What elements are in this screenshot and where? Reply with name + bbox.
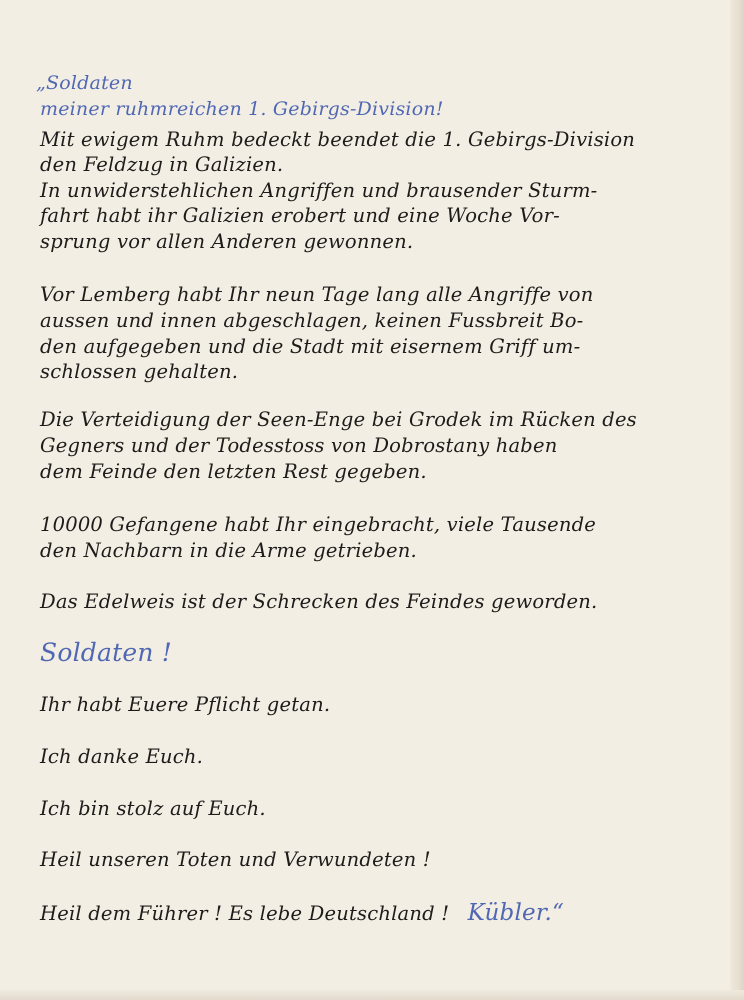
para3-line-2: Gegners und der Todesstoss von Dobrostany haben [40, 434, 558, 457]
final-line [40, 900, 564, 926]
para2-line-4: schlossen gehalten. [40, 360, 239, 383]
closing-line-1: Ihr habt Euere Pflicht getan. [40, 693, 331, 716]
para1-line-3: In unwiderstehlichen Angriffen und brausender Sturm- [40, 179, 598, 202]
page-edge-right [730, 0, 744, 1000]
para1-line-5: sprung vor allen Anderen gewonnen. [40, 230, 414, 253]
closing-line-3: Ich bin stolz auf Euch. [40, 797, 266, 820]
para4-line-2: den Nachbarn in die Arme getrieben. [40, 539, 417, 562]
closing-line-2: Ich danke Euch. [40, 745, 204, 768]
signature: Kübler.“ [467, 900, 564, 926]
title-line-2: meiner ruhmreichen 1. Gebirgs-Division! [40, 98, 444, 120]
para2-line-3: den aufgegeben und die Stadt mit eisernem Griff um- [40, 335, 581, 358]
final-text: Heil dem Führer ! Es lebe Deutschland ! [40, 902, 450, 925]
para3-line-1: Die Verteidigung der Seen-Enge bei Grodek im Rücken des [40, 408, 637, 431]
para3-line-3: dem Feinde den letzten Rest gegeben. [40, 460, 427, 483]
para2-line-2: aussen und innen abgeschlagen, keinen Fussbreit Bo- [40, 309, 584, 332]
para2-line-1: Vor Lemberg habt Ihr neun Tage lang alle Angriffe von [40, 283, 594, 306]
soldaten-heading: Soldaten ! [40, 638, 173, 667]
para4-line-1: 10000 Gefangene habt Ihr eingebracht, viele Tausende [40, 513, 597, 536]
para1-line-4: fahrt habt ihr Galizien erobert und eine Woche Vor- [40, 204, 560, 227]
para1-line-2: den Feldzug in Galizien. [40, 153, 284, 176]
para5-line: Das Edelweis ist der Schrecken des Feindes geworden. [40, 590, 598, 613]
para1-line-1: Mit ewigem Ruhm bedeckt beendet die 1. Gebirgs-Division [40, 128, 636, 151]
closing-line-4: Heil unseren Toten und Verwundeten ! [40, 848, 431, 871]
page-edge-bottom [0, 990, 744, 1000]
title-line-1: „Soldaten [36, 72, 133, 94]
